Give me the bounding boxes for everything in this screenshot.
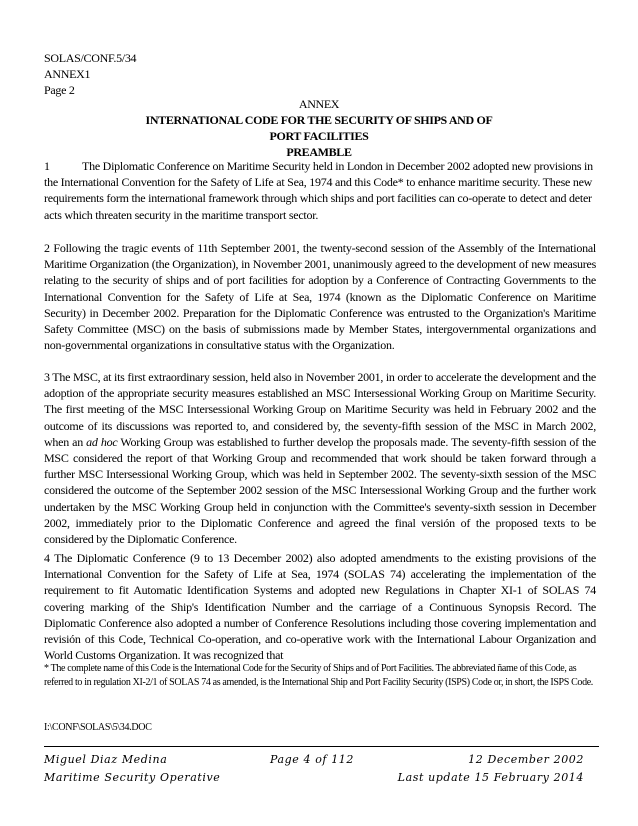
paragraph-3-italic: ad hoc <box>86 434 118 449</box>
paragraph-1-number: 1 <box>44 159 50 173</box>
annex-label: ANNEX1 <box>44 67 91 81</box>
paragraph-2: 2 Following the tragic events of 11th September 2001, the twenty-second session of the Assembly of the International Maritime Organization (the Organization), in November 2001, unanimously agreed to the development of new measures relating to the security of ships and of port facilities for adoption by a Conference of Contracting Governments to the International Convention for the Safety of Life at Sea, 1974 (known as the Diplomatic Conference on Maritime Security) in December 2002. Preparation for the Diplomatic Conference was entrusted to the Organization's Maritime Safety Committee (MSC) on the basis of submissions made by Member States, intergovernmental organizations and non-governmental organizations in consultative status with the Organization. <box>44 241 596 353</box>
footer-divider <box>44 746 599 747</box>
doc-reference: SOLAS/CONF.5/34 <box>44 51 137 65</box>
page-label: Page 2 <box>44 83 75 97</box>
annex-heading: ANNEX <box>298 97 340 111</box>
footer-date: 12 December 2002 <box>468 753 584 766</box>
paragraph-1 <box>44 158 596 223</box>
paragraph-3-text-a: 3 The MSC, at its first extraordinary session, held also in November 2001, in order to accelerate the development and the adoption of the appropriate security measures established an MSC Intersessional Working Group on Maritime Security. The first meeting of the MSC Intersessional Working Group on Maritime Security was held in February 2002 and the outcome of its discussions was reported to, and considered by, the seventy-fifth session of the MSC in March 2002, when an <box>44 370 596 449</box>
code-title-line1: INTERNATIONAL CODE FOR THE SECURITY OF SHIPS AND OF <box>145 113 493 127</box>
footer-role: Maritime Security Operative <box>44 771 221 784</box>
footer-author: Miguel Diaz Medina <box>44 753 168 766</box>
file-path: I:\CONF\SOLAS\5\34.DOC <box>44 722 152 733</box>
code-title-line2: PORT FACILITIES <box>269 129 369 143</box>
footnote: * The complete name of this Code is the International Code for the Security of Ships and of Port Facilities. The abbreviated ñame of this Code, as referred to in regulation XI-2/1 of SOLAS 74 as amended, is the International Ship and Port Facility Security (ISPS) Code or, in short, the ISPS Code. <box>44 663 593 688</box>
paragraph-3-text-b: Working Group was established to further develop the proposals made. The seventy-fifth session of the MSC considered the report of that Working Group and recommended that work should be taken forward through a further MSC Intersessional Working Group, which was held in September 2002. The seventy-sixth session of the MSC considered the outcome of the September 2002 session of the MSC Intersessional Working Group and the further work undertaken by the MSC Working Group held in conjunction with the Committee's seventy-sixth session in December 2002, immediately prior to the Diplomatic Conference and agreed the final versión of the proposed texts to be considered by the Diplomatic Conference. <box>44 434 596 547</box>
footer-last-update: Last update 15 February 2014 <box>397 771 584 784</box>
paragraph-4: 4 The Diplomatic Conference (9 to 13 December 2002) also adopted amendments to the existing provisions of the International Convention for the Safety of Life at Sea, 1974 (SOLAS 74) accelerating the implementation of the requirement to fit Automatic Identification Systems and adopted new Regulations in Chapter XI-1 of SOLAS 74 covering marking of the Ship's Identification Number and the carriage of a Continuous Synopsis Record. The Diplomatic Conference also adopted a number of Conference Resolutions including those covering implementation and revisión of this Code, Technical Co-operation, and co-operative work with the International Labour Organization and World Customs Organization. It was recognized that <box>44 551 596 663</box>
preamble-heading: PREAMBLE <box>286 145 352 159</box>
paragraph-1-text: The Diplomatic Conference on Maritime Security held in London in December 2002 adopted new provisions in the International Convention for the Safety of Life at Sea, 1974 and this Code* to enhance maritime security. These new requirements form the international framework through which ships and port facilities can co-operate to detect and deter acts which threaten security in the maritime transport sector. <box>44 159 593 222</box>
paragraph-3 <box>44 369 596 547</box>
footer-page-number: Page 4 of 112 <box>270 753 354 766</box>
